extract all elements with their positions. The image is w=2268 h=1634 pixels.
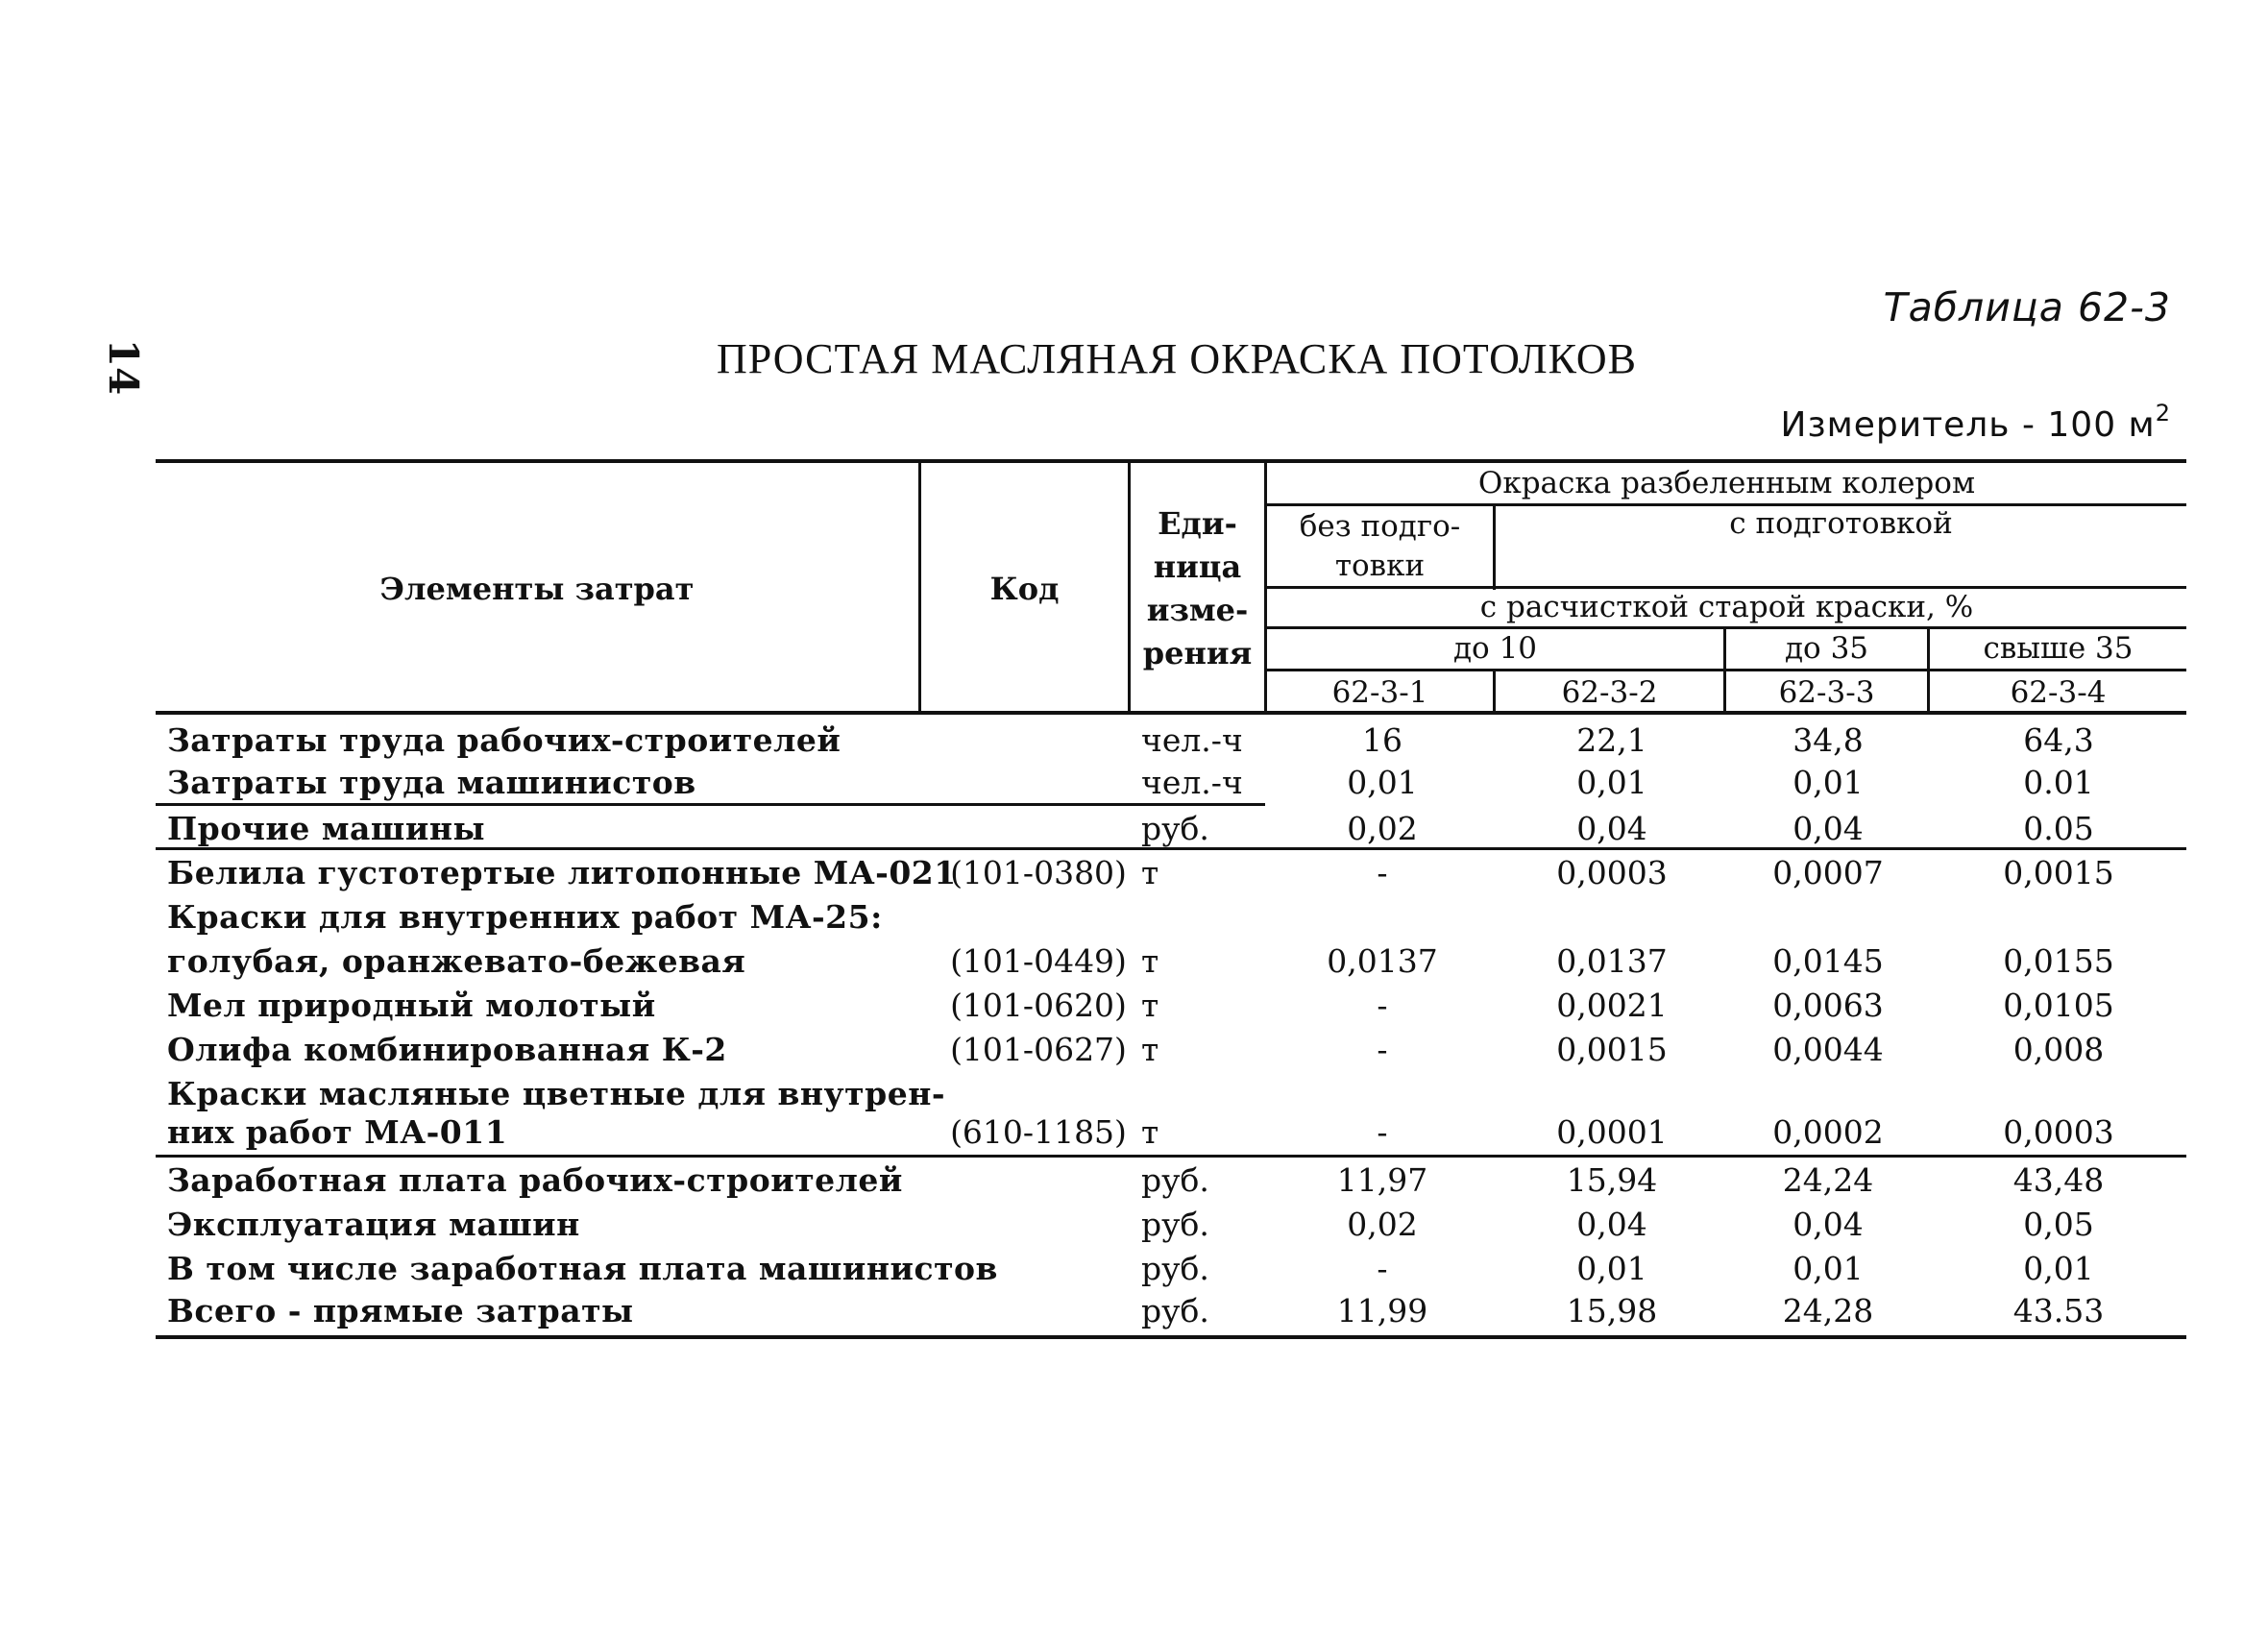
row-value-62-3-2: 0,0021 bbox=[1556, 987, 1668, 1024]
row-value-62-3-1: - bbox=[1377, 854, 1388, 891]
row-value-62-3-2: 0,0137 bbox=[1556, 942, 1668, 980]
table-row bbox=[156, 1289, 2186, 1333]
header-group: Окраска разбеленным колером bbox=[1477, 465, 1976, 500]
table-row bbox=[156, 1028, 2186, 1072]
header-cleaning: с расчисткой старой краски, % bbox=[1479, 590, 1974, 625]
row-value-62-3-1: - bbox=[1377, 1250, 1388, 1287]
table-row bbox=[156, 1158, 2186, 1203]
table-row bbox=[156, 1203, 2186, 1247]
row-unit: т bbox=[1141, 1031, 1159, 1068]
row-unit: т bbox=[1141, 942, 1159, 980]
row-code: (101-0380) bbox=[950, 854, 1127, 891]
row-value-62-3-4: 0,01 bbox=[2023, 1250, 2094, 1287]
row-value-62-3-4: 0.05 bbox=[2023, 810, 2094, 847]
row-value-62-3-1: 0,02 bbox=[1347, 1206, 1418, 1243]
table-row bbox=[156, 984, 2186, 1028]
row-unit: руб. bbox=[1141, 1161, 1209, 1199]
row-value-62-3-4: 0,0003 bbox=[2003, 1113, 2114, 1151]
row-code: (101-0620) bbox=[950, 987, 1127, 1024]
row-name: Олифа комбинированная К-2 bbox=[167, 1031, 727, 1068]
row-name: Краски масляные цветные для внутрен- bbox=[167, 1075, 946, 1112]
row-unit: чел.-ч bbox=[1141, 764, 1243, 801]
row-value-62-3-2: 0,04 bbox=[1576, 1206, 1647, 1243]
row-name: Белила густотертые литопонные МА-021 bbox=[167, 854, 957, 891]
row-value-62-3-3: 24,24 bbox=[1782, 1161, 1874, 1199]
row-value-62-3-1: 11,97 bbox=[1336, 1161, 1428, 1199]
row-value-62-3-2: 0,04 bbox=[1576, 810, 1647, 847]
row-value-62-3-3: 34,8 bbox=[1792, 721, 1864, 759]
row-value-62-3-2: 0,0003 bbox=[1556, 854, 1668, 891]
header-upto35: до 35 bbox=[1784, 631, 1869, 667]
row-value-62-3-3: 0,01 bbox=[1792, 1250, 1864, 1287]
row-value-62-3-2: 0,01 bbox=[1576, 1250, 1647, 1287]
row-value-62-3-3: 24,28 bbox=[1782, 1292, 1874, 1329]
row-value-62-3-3: 0,01 bbox=[1792, 764, 1864, 801]
row-value-62-3-1: 0,01 bbox=[1347, 764, 1418, 801]
row-value-62-3-4: 0,05 bbox=[2023, 1206, 2094, 1243]
row-unit: руб. bbox=[1141, 1292, 1209, 1329]
row-value-62-3-2: 15,94 bbox=[1566, 1161, 1658, 1199]
header-unit: Еди- ница изме- рения bbox=[1142, 505, 1253, 671]
row-code: (101-0627) bbox=[950, 1031, 1127, 1068]
unit-of-measure-label: Измеритель - 100 м bbox=[1780, 405, 2156, 445]
header-over35: свыше 35 bbox=[1983, 631, 2134, 667]
row-value-62-3-2: 0,0015 bbox=[1556, 1031, 1668, 1068]
row-unit: руб. bbox=[1141, 810, 1209, 847]
row-name: Эксплуатация машин bbox=[167, 1206, 580, 1243]
table-row bbox=[156, 895, 2186, 939]
row-value-62-3-4: 0,0105 bbox=[2003, 987, 2114, 1024]
row-value-62-3-3: 0,0063 bbox=[1772, 987, 1884, 1024]
row-name: Заработная плата рабочих-строителей bbox=[167, 1161, 903, 1199]
row-name: Всего - прямые затраты bbox=[167, 1292, 634, 1329]
row-value-62-3-2: 0,0001 bbox=[1556, 1113, 1668, 1151]
row-value-62-3-4: 0,0155 bbox=[2003, 942, 2114, 980]
row-value-62-3-3: 0,0007 bbox=[1772, 854, 1884, 891]
row-value-62-3-2: 22,1 bbox=[1576, 721, 1647, 759]
header-code-1: 62-3-1 bbox=[1331, 675, 1428, 711]
table-row bbox=[156, 1110, 2186, 1155]
header-elements: Элементы затрат bbox=[379, 571, 695, 607]
unit-of-measure bbox=[1691, 400, 2171, 445]
row-name: них работ МА-011 bbox=[167, 1113, 508, 1151]
table-row bbox=[156, 719, 2186, 763]
row-value-62-3-4: 0.01 bbox=[2023, 764, 2094, 801]
row-unit: руб. bbox=[1141, 1206, 1209, 1243]
row-unit: чел.-ч bbox=[1141, 721, 1243, 759]
row-name: Прочие машины bbox=[167, 810, 486, 847]
row-name: Затраты труда рабочих-строителей bbox=[167, 721, 841, 759]
row-value-62-3-4: 0,0015 bbox=[2003, 854, 2114, 891]
table-row bbox=[156, 851, 2186, 895]
row-name: голубая, оранжевато-бежевая bbox=[167, 942, 746, 980]
table-row bbox=[156, 761, 2186, 805]
row-value-62-3-1: 0,02 bbox=[1347, 810, 1418, 847]
row-value-62-3-2: 0,01 bbox=[1576, 764, 1647, 801]
table-row bbox=[156, 807, 2186, 851]
row-value-62-3-3: 0,04 bbox=[1792, 1206, 1864, 1243]
header-code-4: 62-3-4 bbox=[2010, 675, 2107, 711]
row-value-62-3-4: 0,008 bbox=[2012, 1031, 2105, 1068]
row-code: (610-1185) bbox=[950, 1113, 1127, 1151]
row-value-62-3-1: 0,0137 bbox=[1327, 942, 1438, 980]
row-value-62-3-3: 0,0044 bbox=[1772, 1031, 1884, 1068]
row-unit: руб. bbox=[1141, 1250, 1209, 1287]
header-with-prep: с подготовкой bbox=[1729, 505, 1953, 541]
header-code-2: 62-3-2 bbox=[1561, 675, 1658, 711]
row-value-62-3-4: 43.53 bbox=[2012, 1292, 2105, 1329]
row-unit: т bbox=[1141, 987, 1159, 1024]
row-value-62-3-3: 0,0002 bbox=[1772, 1113, 1884, 1151]
row-value-62-3-3: 0,0145 bbox=[1772, 942, 1884, 980]
row-value-62-3-1: 16 bbox=[1362, 721, 1402, 759]
row-name: Краски для внутренних работ МА-25: bbox=[167, 898, 883, 936]
unit-of-measure-superscript: 2 bbox=[2155, 400, 2171, 427]
row-value-62-3-1: 11,99 bbox=[1336, 1292, 1428, 1329]
row-value-62-3-1: - bbox=[1377, 1113, 1388, 1151]
table-header bbox=[156, 459, 2186, 715]
row-value-62-3-3: 0,04 bbox=[1792, 810, 1864, 847]
header-code-3: 62-3-3 bbox=[1778, 675, 1875, 711]
row-code: (101-0449) bbox=[950, 942, 1127, 980]
row-name: Затраты труда машинистов bbox=[167, 764, 696, 801]
row-name: Мел природный молотый bbox=[167, 987, 656, 1024]
row-name: В том числе заработная плата машинистов bbox=[167, 1250, 998, 1287]
row-value-62-3-4: 43,48 bbox=[2012, 1161, 2105, 1199]
row-unit: т bbox=[1141, 1113, 1159, 1151]
table-caption: Таблица 62-3 bbox=[1883, 284, 2171, 330]
page-number: 14 bbox=[100, 338, 147, 396]
row-unit: т bbox=[1141, 854, 1159, 891]
row-value-62-3-2: 15,98 bbox=[1566, 1292, 1658, 1329]
page-title: ПРОСТАЯ МАСЛЯНАЯ ОКРАСКА ПОТОЛКОВ bbox=[717, 335, 1637, 382]
table-row bbox=[156, 939, 2186, 984]
row-value-62-3-4: 64,3 bbox=[2023, 721, 2094, 759]
header-code: Код bbox=[989, 571, 1060, 607]
header-upto10: до 10 bbox=[1452, 631, 1538, 667]
row-value-62-3-1: - bbox=[1377, 1031, 1388, 1068]
table-row bbox=[156, 1247, 2186, 1291]
row-value-62-3-1: - bbox=[1377, 987, 1388, 1024]
header-without-prep: без подго- товки bbox=[1299, 509, 1461, 583]
